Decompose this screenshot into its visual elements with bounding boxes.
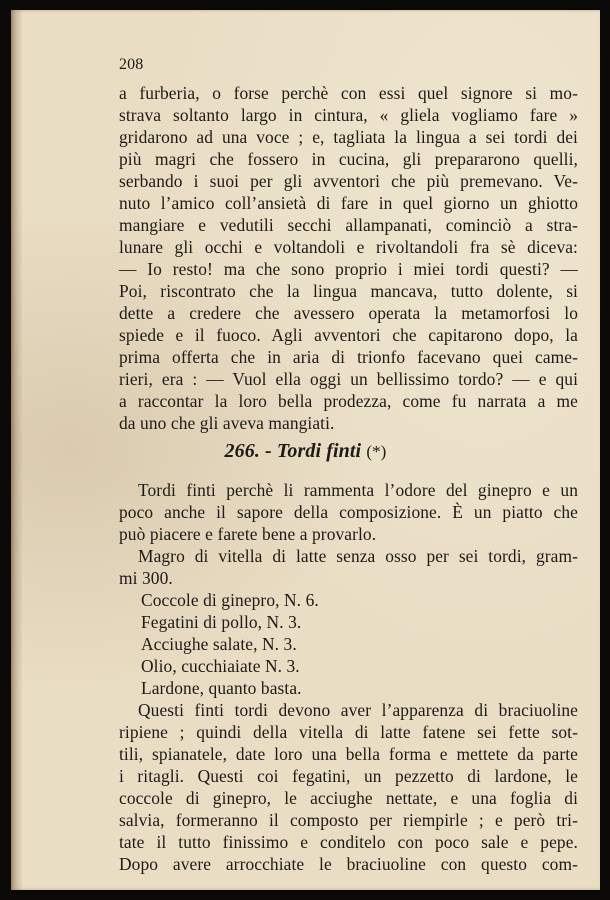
page-number: 208 [119, 56, 144, 73]
body-line: Magro di vitella di latte senza osso per sei tordi, gram- [138, 546, 578, 566]
body-line: strava soltanto largo in cintura, « gliela vogliamo fare » [119, 105, 578, 125]
body-line: da uno che gli aveva mangiati. [119, 413, 335, 433]
body-line: può piacere e farete bene a provarlo. [119, 524, 377, 544]
ingredient-item: Olio, cucchiaiate N. 3. [141, 656, 300, 676]
ingredient-item: Fegatini di pollo, N. 3. [141, 612, 302, 632]
body-line: Tordi finti perchè li rammenta l’odore del ginepro e un [138, 480, 578, 500]
body-line: più magri che fossero in cucina, gli prepararono quelli, [119, 149, 578, 169]
book-page [11, 10, 600, 890]
body-line: Dopo avere arrocchiate le braciuoline con questo com- [119, 854, 578, 874]
body-line: gridarono ad una voce ; e, tagliata la lingua a sei tordi dei [119, 127, 578, 147]
ingredient-item: Coccole di ginepro, N. 6. [141, 590, 319, 610]
body-line: tate il tutto finissimo e conditelo con poco sale e pepe. [119, 832, 578, 852]
body-line: Questi finti tordi devono aver l’apparenza di braciuoline [138, 700, 578, 720]
body-line: lunare gli occhi e voltandoli e rivoltandoli fra sè diceva: [119, 237, 578, 257]
body-line: a furberia, o forse perchè con essi quel signore si mo- [119, 83, 578, 103]
body-line: prima offerta che in aria di trionfo facevano quei came- [119, 347, 578, 367]
ingredient-item: Lardone, quanto basta. [141, 678, 302, 698]
body-line: tili, spianatele, date loro una bella forma e mettete da parte [119, 744, 578, 764]
recipe-title: Tordi finti [276, 440, 362, 462]
recipe-heading [11, 440, 600, 463]
body-line: serbando i suoi per gli avventori che più premevano. Ve- [119, 171, 578, 191]
body-line: Poi, riscontrato che la lingua mancava, tutto dolente, si [119, 281, 578, 301]
recipe-separator: - [259, 440, 277, 462]
body-line: spiede e il fuoco. Agli avventori che capitarono dopo, la [119, 325, 578, 345]
body-line: i ritagli. Questi coi fegatini, un pezzetto di lardone, le [119, 766, 578, 786]
body-line: nuto l’amico coll’ansietà di fare in quel giorno un ghiotto [119, 193, 578, 213]
body-line: mangiare e vedutili secchi allampanati, cominciò a stra- [119, 215, 578, 235]
footnote-marker: (*) [366, 442, 387, 461]
body-line: rieri, era : — Vuol ella oggi un bellissimo tordo? — e qui [119, 369, 578, 389]
ingredient-item: Acciughe salate, N. 3. [141, 634, 297, 654]
body-line: a raccontar la loro bella prodezza, come fu narrata a me [119, 391, 578, 411]
body-line: coccole di ginepro, le acciughe nettate, e una foglia di [119, 788, 578, 808]
body-line: ripiene ; quindi della vitella di latte fatene sei fette sot- [119, 722, 578, 742]
body-line: — Io resto! ma che sono proprio i miei tordi questi? — [119, 259, 578, 279]
body-line: mi 300. [119, 568, 173, 588]
body-line: dette a credere che avessero operata la metamorfosi lo [119, 303, 578, 323]
recipe-number: 266. [224, 440, 260, 462]
body-line: poco anche il sapore della composizione. È un piatto che [119, 502, 578, 522]
body-line: salvia, formeranno il composto per riempirle ; e però tri- [119, 810, 578, 830]
